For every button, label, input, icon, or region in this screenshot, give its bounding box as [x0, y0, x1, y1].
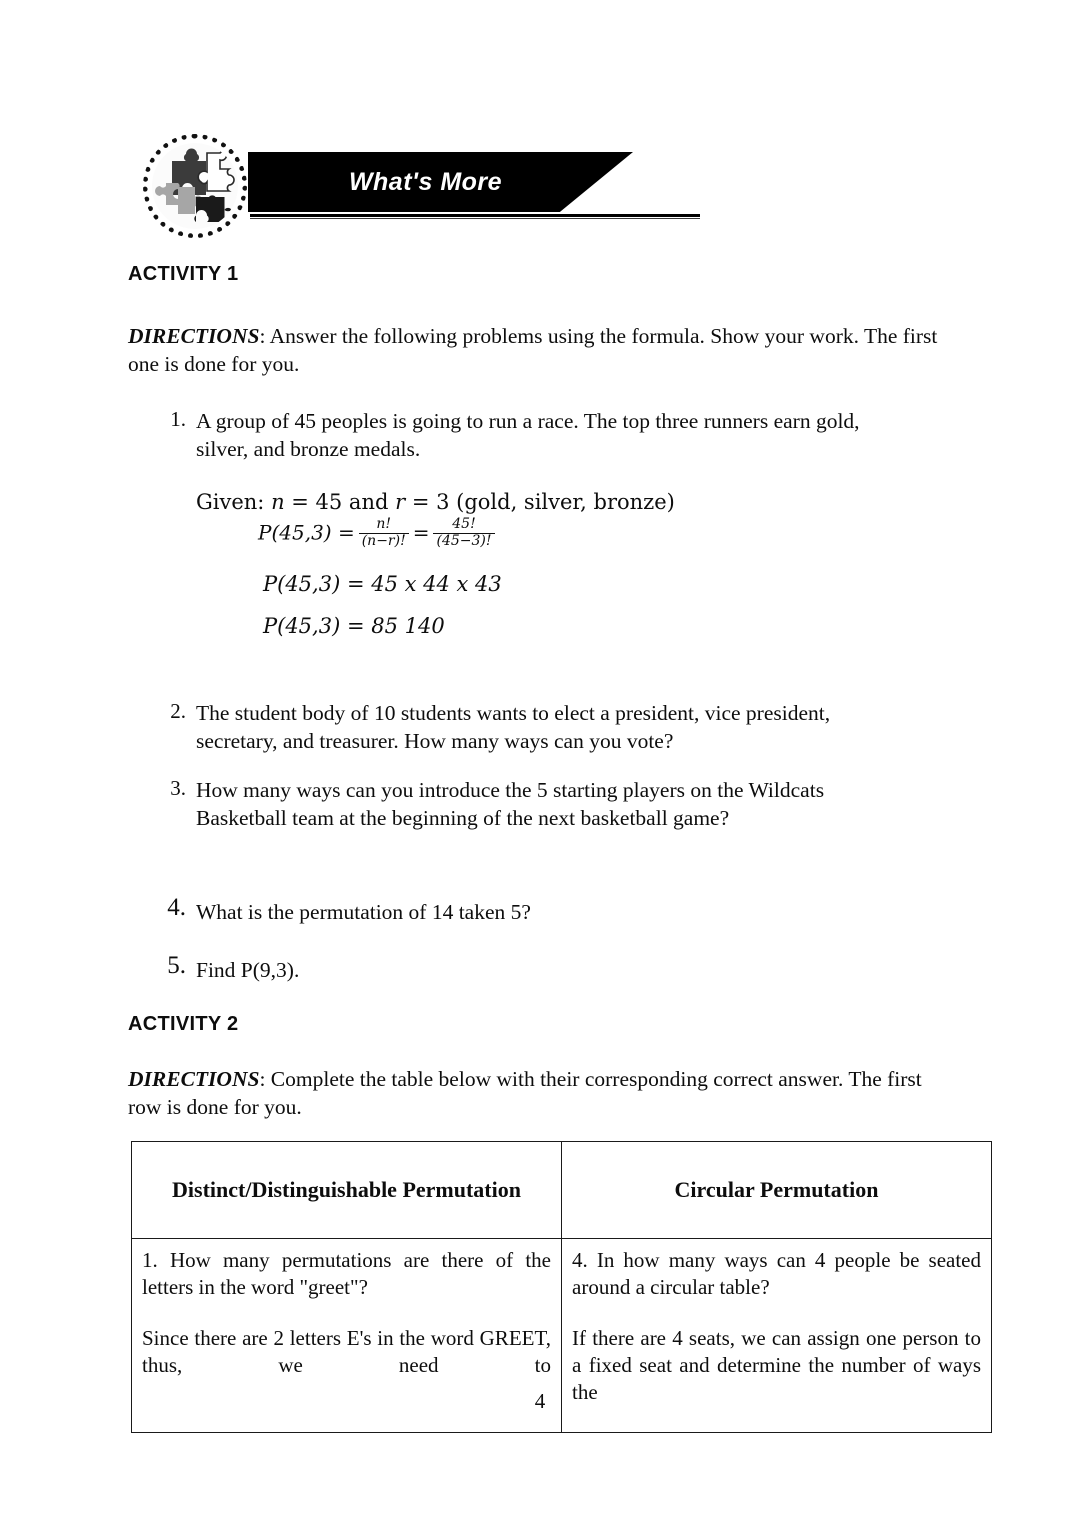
- fraction-45-over-45-minus-3: [433, 517, 494, 549]
- banner-title: What's More: [348, 167, 503, 196]
- question-2-text: The student body of 10 students wants to elect a president, vice president, secretary, and treasurer. How many ways can you vote?: [196, 701, 831, 754]
- table-header-circular: Circular Permutation: [562, 1142, 992, 1239]
- given-prefix: Given:: [196, 490, 272, 514]
- formula-line-1: [258, 518, 499, 550]
- question-5-text: Find P(9,3).: [196, 958, 300, 982]
- activity-1-directions: [128, 322, 943, 379]
- banner: [248, 152, 633, 212]
- table-header-distinct: Distinct/Distinguishable Permutation: [132, 1142, 562, 1239]
- directions-text-1: : Answer the following problems using the formula. Show your work. The first one is done for you.: [128, 324, 938, 377]
- given-n-eq: = 45 and: [284, 490, 396, 514]
- directions-label-2: DIRECTIONS: [128, 1067, 260, 1091]
- given-line: [196, 490, 675, 514]
- given-n-var: n: [271, 490, 285, 514]
- question-1-text: A group of 45 peoples is going to run a race. The top three runners earn gold, silver, and bronze medals.: [196, 409, 860, 462]
- question-4-text: What is the permutation of 14 taken 5?: [196, 900, 531, 924]
- formula-lhs: P(45,3) =: [258, 520, 355, 545]
- cell-answer-text: Since there are 2 letters E's in the word GREET, thus, we need to: [142, 1325, 551, 1377]
- banner-underline: [250, 214, 700, 217]
- cell-answer-text: If there are 4 seats, we can assign one person to a fixed seat and determine the number of ways the: [572, 1325, 981, 1404]
- directions-text-2: : Complete the table below with their corresponding correct answer. The first row is done for you.: [128, 1067, 922, 1120]
- question-3-text: How many ways can you introduce the 5 starting players on the Wildcats Basketball team at the beginning of the next basketball game?: [196, 778, 825, 831]
- fraction-n-over-n-minus-r: [359, 517, 409, 549]
- fraction-numerator: n!: [376, 516, 392, 532]
- activity-1-heading: ACTIVITY 1: [128, 263, 239, 285]
- section-header-banner: [0, 126, 1080, 234]
- question-2-number: 2.: [170, 699, 186, 723]
- question-1-number: 1.: [170, 407, 186, 431]
- formula-equals: =: [412, 520, 430, 545]
- fraction-numerator: 45!: [452, 516, 476, 532]
- cell-question-text: 1. How many permutations are there of the letters in the word "greet"?: [142, 1248, 551, 1299]
- question-4-number: 4.: [167, 894, 186, 921]
- activity-2-heading: ACTIVITY 2: [128, 1013, 239, 1035]
- badge-dotted-ring: [143, 134, 247, 238]
- directions-label-1: DIRECTIONS: [128, 324, 260, 348]
- question-5-number: 5.: [167, 952, 186, 979]
- activity-2-directions: [128, 1065, 943, 1122]
- given-r-var: r: [395, 490, 406, 514]
- formula-line-2: P(45,3) = 45 x 44 x 43: [263, 572, 502, 596]
- formula-line-3: P(45,3) = 85 140: [263, 614, 445, 638]
- fraction-denominator: (45−3)!: [433, 533, 494, 550]
- given-r-eq: = 3 (gold, silver, bronze): [405, 490, 675, 514]
- page-number: 4: [534, 1389, 546, 1413]
- question-3-number: 3.: [170, 776, 186, 800]
- puzzle-pieces-icon: [143, 134, 247, 238]
- table-header-row: [132, 1142, 992, 1239]
- cell-question-text: 4. In how many ways can 4 people be seated around a circular table?: [572, 1248, 981, 1299]
- banner-underline-thin: [250, 218, 700, 219]
- fraction-denominator: (n−r)!: [359, 533, 409, 550]
